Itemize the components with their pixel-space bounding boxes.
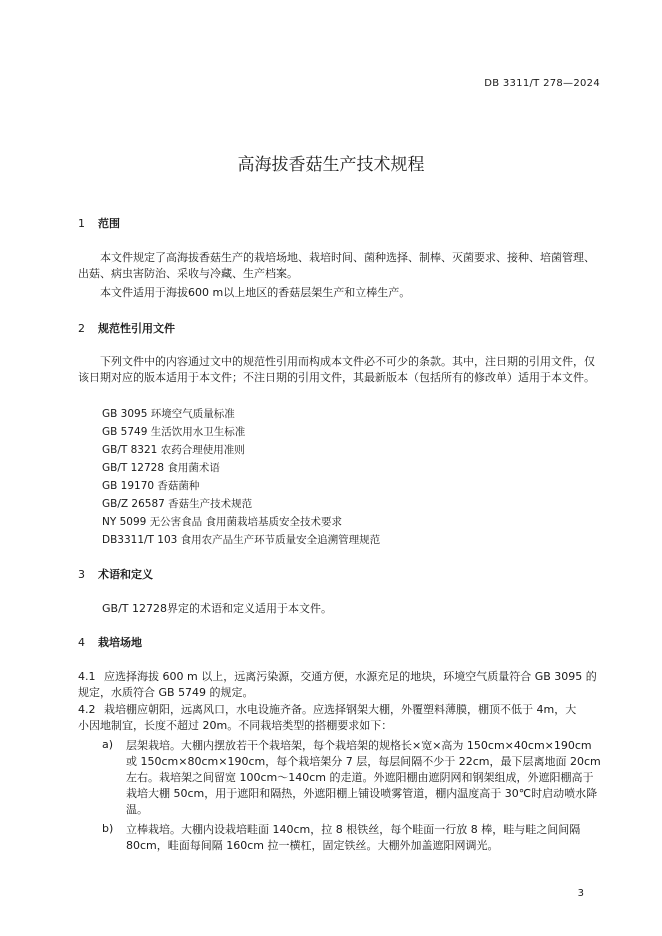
clause-4-1 (78, 668, 597, 684)
list-item-a: 层架栽培。大棚内摆放若干个栽培架，每个栽培架的规格长×宽×高为 150cm×40cm×190cm 或 150cm×80cm×190cm，每个栽培架分 7 层，每层间隔不少于 22cm，最下层离地面 20cm 左右。栽培架之间留宽 100cm～140cm 的走道。外遮阳棚由遮阴网和钢架组成，外遮阳棚高于栽培大棚 50cm，用于遮阳和隔热，外遮阳棚上铺设喷雾管道，棚内温度高于 30℃时启动喷水降温。 (126, 739, 601, 816)
section-heading-1 (78, 215, 120, 231)
page-number: 3 (577, 888, 584, 899)
reference-item: GB 19170 香菇菌种 (102, 480, 200, 492)
paragraph: GB/T 12728界定的术语和定义适用于本文件。 (102, 602, 332, 615)
reference-item: GB/T 8321 农药合理使用准则 (102, 444, 245, 456)
standard-code: DB 3311/T 278—2024 (484, 78, 600, 89)
paragraph: 本文件规定了高海拔香菇生产的栽培场地、栽培时间、菌种选择、制棒、灭菌要求、接种、培菌管理、出菇、病虫害防治、采收与冷藏、生产档案。 (78, 251, 595, 280)
reference-item: GB/T 12728 食用菌术语 (102, 462, 220, 474)
clause-4-2 (78, 701, 576, 717)
list-marker-b: b) (102, 822, 114, 835)
clause-text: 栽培棚应朝阳，远离风口，水电设施齐备。应选择钢架大棚，外覆塑料薄膜，棚顶不低于 4m，大 (104, 703, 577, 716)
clause-text: 应选择海拔 600 m 以上，远离污染源，交通方便，水源充足的地块，环境空气质量符合 GB 3095 的 (104, 670, 597, 683)
paragraph: 本文件适用于海拔600 m以上地区的香菇层架生产和立棒生产。 (100, 286, 411, 299)
paragraph: 下列文件中的内容通过文中的规范性引用而构成本文件必不可少的条款。其中，注日期的引用文件，仅该日期对应的版本适用于本文件；不注日期的引用文件，其最新版本（包括所有的修改单）适用于本文件。 (78, 355, 595, 384)
reference-item: NY 5099 无公害食品 食用菌栽培基质安全技术要求 (102, 516, 343, 528)
clause-number: 4.2 (78, 703, 96, 716)
section-number: 3 (78, 568, 85, 581)
reference-item: DB3311/T 103 食用农产品生产环节质量安全追溯管理规范 (102, 534, 381, 546)
section-title: 栽培场地 (98, 636, 142, 649)
reference-item: GB 3095 环境空气质量标准 (102, 408, 235, 420)
section-title: 范围 (98, 217, 120, 230)
clause-text-continued: 规定，水质符合 GB 5749 的规定。 (78, 686, 254, 699)
section-number: 1 (78, 217, 85, 230)
clause-text-continued: 小因地制宜，长度不超过 20m。不同栽培类型的搭棚要求如下： (78, 719, 393, 732)
section-title: 术语和定义 (98, 568, 153, 581)
document-title: 高海拔香菇生产技术规程 (237, 155, 425, 175)
clause-number: 4.1 (78, 670, 96, 683)
section-number: 2 (78, 322, 85, 335)
section-heading-2 (78, 320, 175, 336)
list-marker-a: a) (102, 738, 114, 751)
section-number: 4 (78, 636, 85, 649)
section-heading-4 (78, 634, 142, 650)
section-heading-3 (78, 566, 153, 582)
reference-item: GB/Z 26587 香菇生产技术规范 (102, 498, 253, 510)
reference-item: GB 5749 生活饮用水卫生标准 (102, 426, 246, 438)
list-item-b: 立棒栽培。大棚内设栽培畦面 140cm，拉 8 根铁丝，每个畦面一行放 8 棒，畦与畦之间间隔 80cm，畦面每间隔 160cm 拉一横杠，固定铁丝。大棚外加盖遮阳网调光。 (126, 823, 581, 852)
section-title: 规范性引用文件 (98, 322, 175, 335)
